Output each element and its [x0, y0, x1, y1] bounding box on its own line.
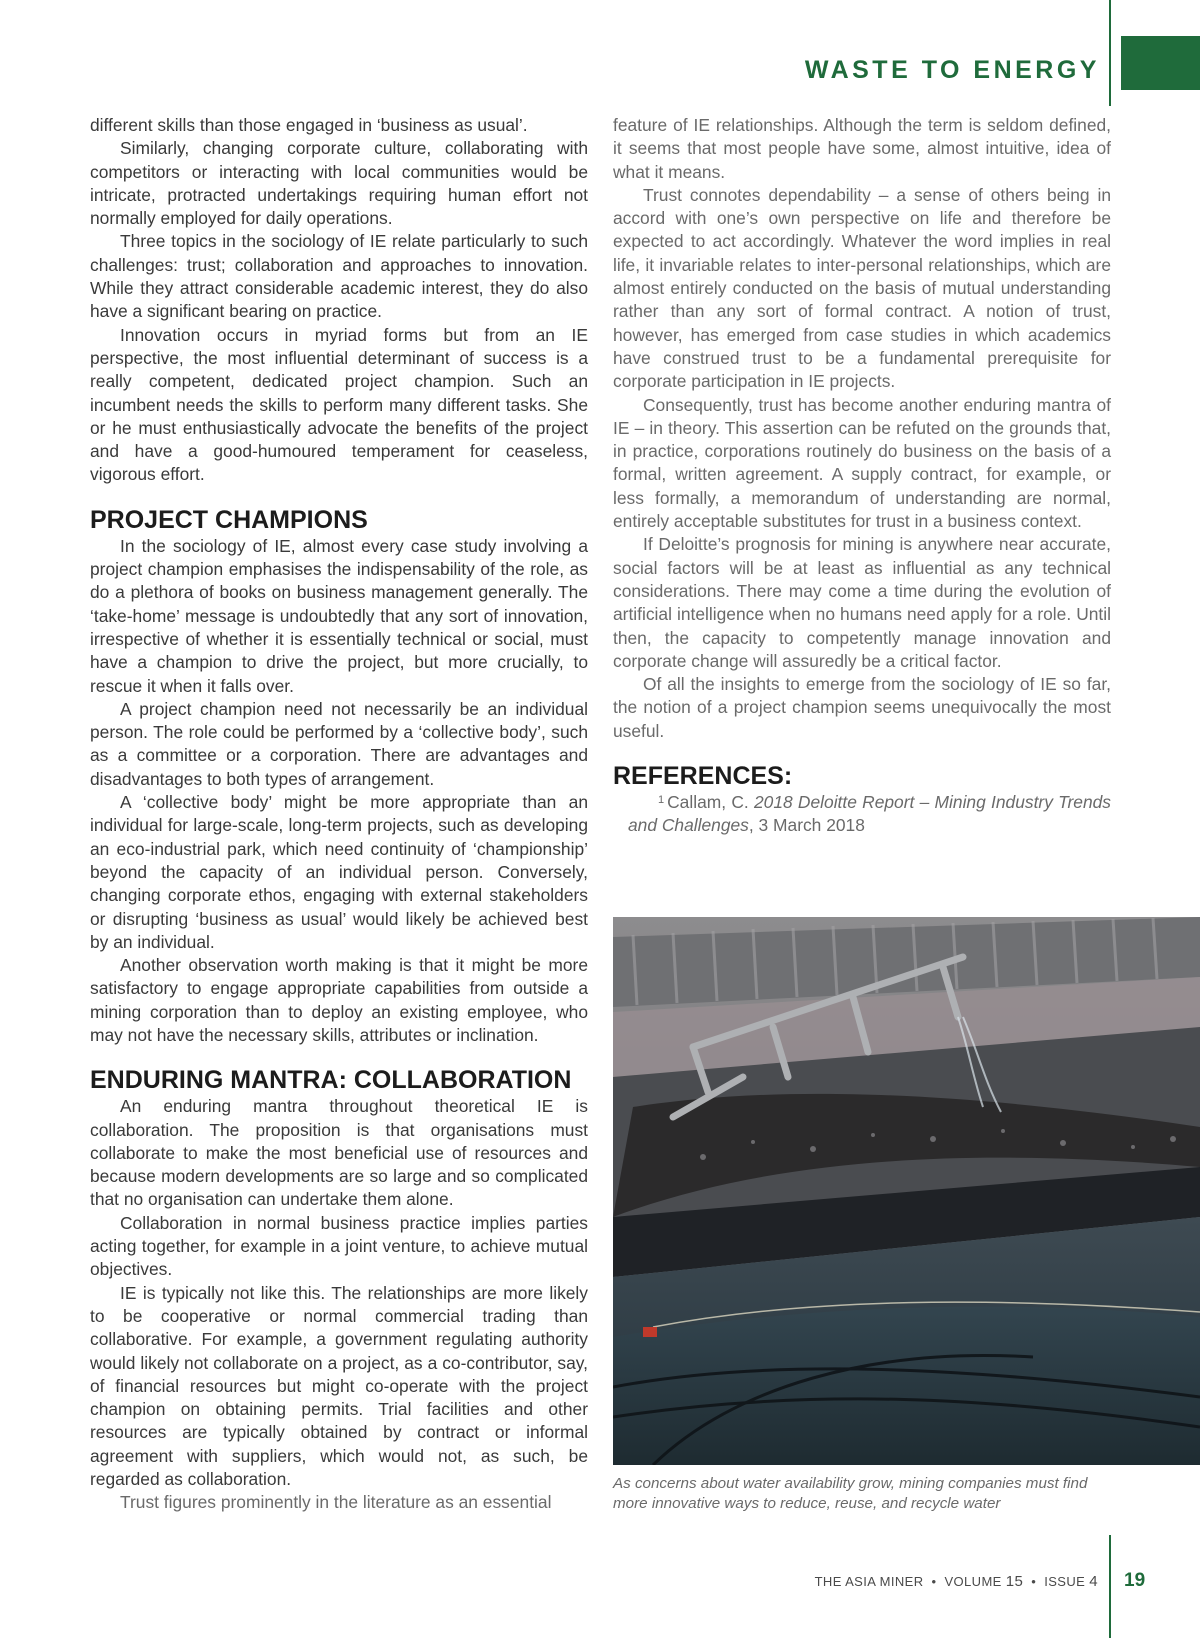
issue-number: 4 [1089, 1573, 1098, 1590]
paragraph: IE is typically not like this. The relationships are more likely to be cooperative or normal commercial trading than collaborative. For example, a government regulating authority would likely not collaborate on a project, as a co-contributor, say, of financial resources but might co-operate with the project champion on obtaining permits. Trial facilities and other resources are typically obtained by contract or informal agreement with suppliers, which would not, as such, be regarded as collaboration. [90, 1282, 588, 1490]
paragraph: Of all the insights to emerge from the sociology of IE so far, the notion of a project champion seems unequivocally the most useful. [613, 674, 1111, 741]
heading-enduring-mantra: ENDURING MANTRA: COLLABORATION [90, 1066, 572, 1095]
reference-author: Callam, C. [667, 792, 754, 813]
reference-number: 1 [658, 794, 665, 807]
paragraph: If Deloitte’s prognosis for mining is anywhere near accurate, social factors will be at least as influential as any technical considerations. There may come a time during the evolution of artificial intelligence when no humans need apply for a role. Until then, the capacity to competently manage innovation and corporate change will assuredly be a critical factor. [613, 534, 1111, 671]
paragraph: different skills than those engaged in ‘business as usual’. [90, 115, 528, 135]
paragraph: feature of IE relationships. Although the term is seldom defined, it seems that most people have some, almost intuitive, idea of what it means. [613, 115, 1111, 182]
section-title: WASTE TO ENERGY [804, 56, 1100, 84]
paragraph: Three topics in the sociology of IE relate particularly to such challenges: trust; collaboration and approaches to innovation. While they attract considerable academic interest, they do also have a significant bearing on practice. [90, 231, 588, 322]
conveyor-photo [613, 917, 1200, 1465]
footer-publication-info [815, 1573, 1098, 1590]
header-rule [1109, 0, 1111, 106]
heading-references: REFERENCES: [613, 762, 793, 791]
volume-label: VOLUME [944, 1574, 1002, 1589]
paragraph: Collaboration in normal business practice implies parties acting together, for example in a joint venture, to achieve mutual objectives. [90, 1212, 588, 1280]
paragraph: An enduring mantra throughout theoretical IE is collaboration. The proposition is that organisations must collaborate to make the most beneficial use of resources and because modern developments are so large and so complicated that no organisation can undertake them alone. [90, 1096, 588, 1210]
page-number: 19 [1124, 1570, 1146, 1591]
heading-project-champions: PROJECT CHAMPIONS [90, 505, 368, 534]
right-column [613, 114, 1111, 838]
reference-date: , 3 March 2018 [748, 815, 865, 836]
footer-rule [1109, 1535, 1111, 1638]
issue-label: ISSUE [1044, 1574, 1086, 1589]
section-color-tab [1121, 36, 1200, 90]
paragraph: Similarly, changing corporate culture, collaborating with competitors or interacting with local communities would be intricate, protracted undertakings requiring human effort not normally employed for daily operations. [90, 138, 588, 229]
paragraph: Consequently, trust has become another enduring mantra of IE – in theory. This assertion can be refuted on the grounds that, in practice, corporations routinely do business on the basis of a formal, written agreement. A supply contract, for example, or less formally, a memorandum of understanding are normal, entirely acceptable substitutes for trust in a business context. [613, 394, 1111, 532]
reference-item [613, 791, 1111, 838]
reference-title: 2018 Deloitte Report – Mining Industry Trends and Challenges [628, 792, 1111, 836]
paragraph: In the sociology of IE, almost every case study involving a project champion emphasises the indispensability of the role, as do a plethora of books on business management generally. The ‘take-home’ message is undoubtedly that any sort of innovation, irrespective of whether it is essentially technical or social, must have a champion to drive the project, but more crucially, to rescue it when it falls over. [90, 535, 588, 696]
paragraph: A ‘collective body’ might be more appropriate than an individual for large-scale, long-term projects, such as developing an eco-industrial park, which need continuity of ‘championship’ beyond the capacity of an individual person. Conversely, changing corporate ethos, engaging with external stakeholders or disrupting ‘business as usual’ would likely be achieved best by an individual. [90, 792, 588, 952]
bullet-separator: • [931, 1574, 937, 1589]
paragraph: Trust figures prominently in the literature as an essential [120, 1492, 552, 1513]
paragraph: A project champion need not necessarily be an individual person. The role could be performed by a ‘collective body’, such as a committee or a corporation. There are advantages and disadvantages to both types of arrangement. [90, 698, 588, 789]
left-column [90, 114, 588, 1515]
paragraph: Another observation worth making is that it might be more satisfactory to engage appropriate capabilities from outside a mining corporation than to deploy an existing employee, who may not have the necessary skills, attributes or inclination. [90, 955, 588, 1045]
conveyor-belt-image [613, 917, 1200, 1465]
photo-caption: As concerns about water availability grow, mining companies must find more innovative ways to reduce, reuse, and recycle water [613, 1475, 1088, 1512]
paragraph: Trust connotes dependability – a sense of others being in accord with one’s own perspective on life and therefore be expected to act accordingly. Whatever the word implies in real life, it invariable relates to inter-personal relationships, which are almost entirely conducted on the basis of mutual understanding rather than any sort of formal contract. A notion of trust, however, has emerged from case studies in which academics have construed trust to be a fundamental prerequisite for corporate participation in IE projects. [613, 184, 1111, 392]
bullet-separator: • [1031, 1574, 1037, 1589]
publication-name: THE ASIA MINER [814, 1574, 924, 1589]
paragraph: Innovation occurs in myriad forms but from an IE perspective, the most influential determinant of success is a really competent, dedicated project champion. Such an incumbent needs the skills to perform many different tasks. She or he must enthusiastically advocate the benefits of the project and have a good-humoured temperament for ceaseless, vigorous effort. [90, 324, 588, 485]
volume-number: 15 [1005, 1573, 1024, 1590]
